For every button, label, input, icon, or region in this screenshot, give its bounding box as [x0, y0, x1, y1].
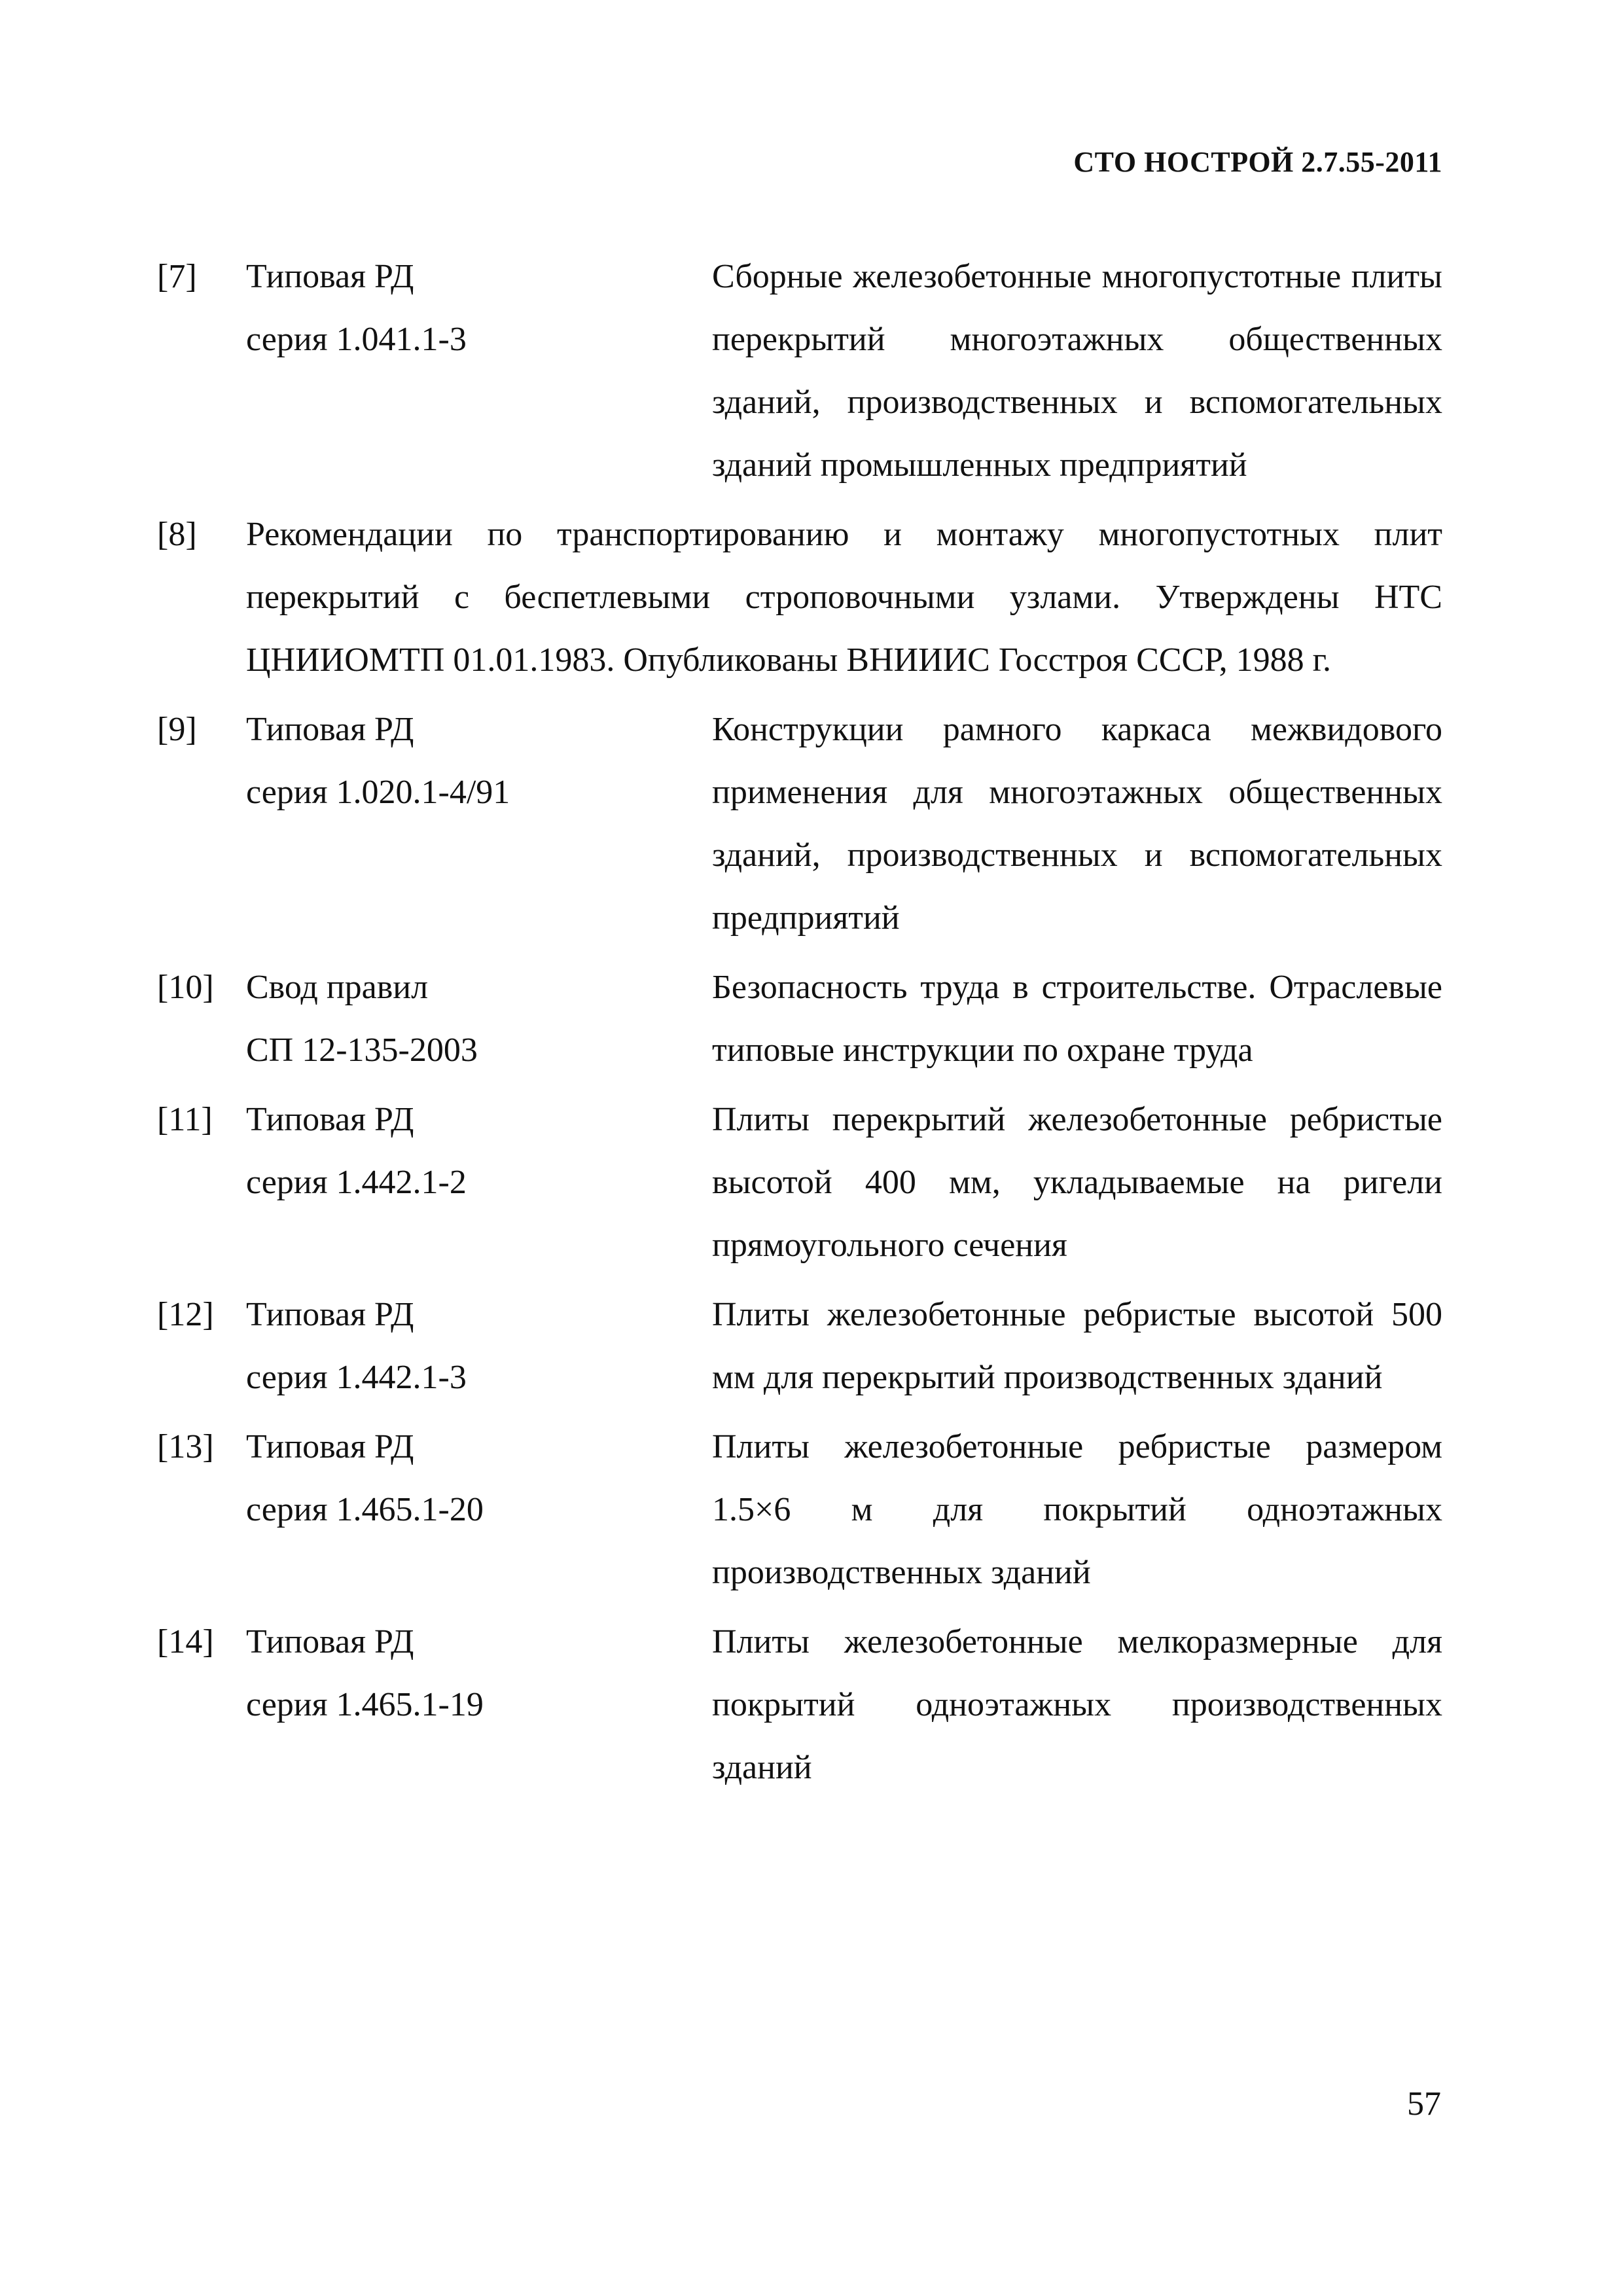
reference-item-10 — [157, 956, 1442, 1082]
reference-title: Сборные железобетонные многопустотные плиты перекрытий многоэтажных общественных зданий, производственных и вспомогательных зданий промышленных предприятий — [712, 258, 1442, 484]
reference-source — [246, 1088, 691, 1214]
reference-list — [157, 245, 1442, 1806]
reference-series: серия 1.442.1-2 — [246, 1164, 467, 1201]
reference-series: серия 1.020.1-4/91 — [246, 774, 510, 811]
reference-title: Плиты перекрытий железобетонные ребристые высотой 400 мм, укладываемые на ригели прямоугольного сечения — [712, 1101, 1442, 1264]
reference-item-8 — [157, 503, 1442, 692]
reference-number: [9] — [157, 711, 197, 748]
reference-title: Плиты железобетонные мелкоразмерные для покрытий одноэтажных производственных зданий — [712, 1623, 1442, 1786]
document-code-header: СТО НОСТРОЙ 2.7.55-2011 — [1073, 146, 1442, 178]
reference-source — [246, 245, 691, 371]
reference-number: [11] — [157, 1101, 213, 1138]
reference-number: [10] — [157, 969, 214, 1006]
reference-text: Рекомендации по транспортированию и монтажу многопустотных плит перекрытий с беспетлевыми строповочными узлами. Утверждены НТС ЦНИИОМТП 01.01.1983. Опубликованы ВНИИИС Госстроя СССР, 1988 г. — [246, 516, 1442, 679]
reference-type: Свод правил — [246, 969, 429, 1006]
reference-source — [246, 698, 691, 824]
reference-source — [246, 1611, 691, 1736]
reference-type: Типовая РД — [246, 1101, 414, 1138]
reference-source — [246, 956, 691, 1082]
reference-type: Типовая РД — [246, 1296, 414, 1333]
reference-item-12 — [157, 1283, 1442, 1409]
page-number: 57 — [1407, 2085, 1441, 2123]
reference-title: Плиты железобетонные ребристые размером 1.5×6 м для покрытий одноэтажных производственных зданий — [712, 1428, 1442, 1591]
reference-series: СП 12-135-2003 — [246, 1031, 478, 1069]
reference-number: [12] — [157, 1296, 214, 1333]
reference-number: [7] — [157, 258, 197, 295]
reference-title: Безопасность труда в строительстве. Отраслевые типовые инструкции по охране труда — [712, 969, 1442, 1069]
reference-series: серия 1.465.1-19 — [246, 1686, 484, 1723]
reference-type: Типовая РД — [246, 1623, 414, 1660]
reference-title: Конструкции рамного каркаса межвидового применения для многоэтажных общественных зданий, производственных и вспомогательных предприятий — [712, 711, 1442, 937]
reference-item-9 — [157, 698, 1442, 950]
reference-type: Типовая РД — [246, 1428, 414, 1465]
reference-source — [246, 1283, 691, 1409]
reference-number: [13] — [157, 1428, 214, 1465]
reference-series: серия 1.041.1-3 — [246, 321, 467, 358]
reference-number: [14] — [157, 1623, 214, 1660]
reference-item-11 — [157, 1088, 1442, 1277]
reference-number: [8] — [157, 516, 197, 553]
reference-title: Плиты железобетонные ребристые высотой 500 мм для перекрытий производственных зданий — [712, 1296, 1442, 1396]
reference-item-14 — [157, 1611, 1442, 1799]
reference-type: Типовая РД — [246, 711, 414, 748]
reference-series: серия 1.465.1-20 — [246, 1491, 484, 1528]
reference-source — [246, 1416, 691, 1541]
reference-item-7 — [157, 245, 1442, 497]
reference-series: серия 1.442.1-3 — [246, 1359, 467, 1396]
reference-type: Типовая РД — [246, 258, 414, 295]
reference-item-13 — [157, 1416, 1442, 1604]
